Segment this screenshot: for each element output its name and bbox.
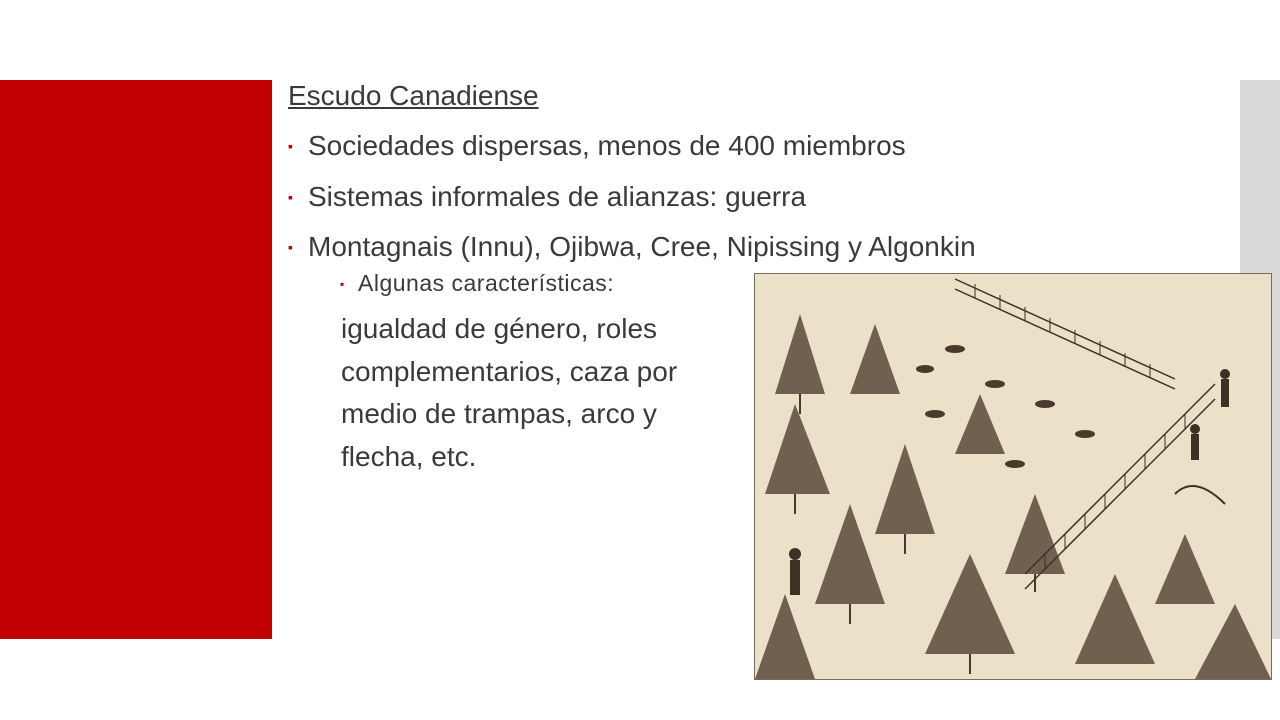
engraving-illustration [755,274,1271,679]
bullet-item [288,130,906,162]
bullet-icon: ▪ [340,276,345,291]
bullet-icon: ▪ [288,189,293,205]
slide-title: Escudo Canadiense [288,80,539,111]
bullet-item [288,181,806,213]
engraving-hunting-scene-image [754,273,1272,680]
left-accent-band [0,80,272,639]
characteristics-paragraph [341,308,741,478]
bullet-text: Sociedades dispersas, menos de 400 miembros [308,130,906,161]
sub-bullet-text: Algunas características: [358,270,615,296]
bullet-text: Montagnais (Innu), Ojibwa, Cree, Nipissing y Algonkin [308,231,976,262]
paragraph-line: medio de trampas, arco y [341,398,657,429]
paragraph-line: complementarios, caza por [341,355,678,387]
paragraph-line: igualdad de género, roles [341,313,658,344]
bullet-icon: ▪ [288,138,293,154]
bullet-text: Sistemas informales de alianzas: guerra [308,181,807,212]
paragraph-line: flecha, etc. [341,440,477,472]
sub-bullet-item [340,270,614,297]
bullet-icon: ▪ [288,239,293,255]
bullet-item [288,231,976,263]
